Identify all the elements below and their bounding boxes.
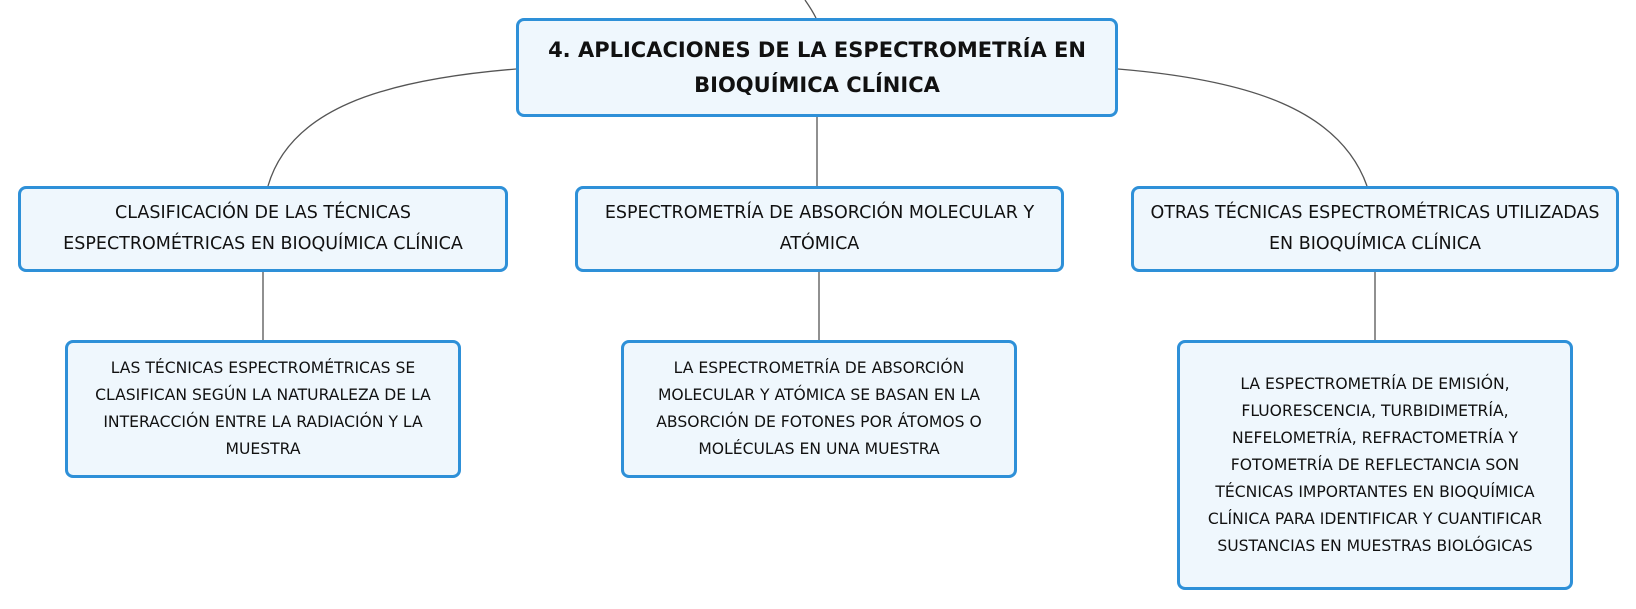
- root-topic-label: 4. APLICACIONES DE LA ESPECTROMETRÍA EN BIOQUÍMICA CLÍNICA: [548, 37, 1086, 97]
- subtopic-clasificacion-text: LAS TÉCNICAS ESPECTROMÉTRICAS SE CLASIFICAN SEGÚN LA NATURALEZA DE LA INTERACCIÓN ENTRE LA RADIACIÓN Y LA MUESTRA: [95, 359, 431, 458]
- connector-root-to-branch-1: [268, 69, 516, 186]
- subtopic-otras-tecnicas-text: LA ESPECTROMETRÍA DE EMISIÓN, FLUORESCENCIA, TURBIDIMETRÍA, NEFELOMETRÍA, REFRACTOMETRÍA Y FOTOMETRÍA DE REFLECTANCIA SON TÉCNICAS IMPORTANTES EN BIOQUÍMICA CLÍNICA PARA IDENTIFICAR Y CUANTIFICAR SUSTANCIAS EN MUESTRAS BIOLÓGICAS: [1207, 374, 1543, 555]
- topic-clasificacion[interactable]: [18, 186, 508, 272]
- topic-clasificacion-label: CLASIFICACIÓN DE LAS TÉCNICAS ESPECTROMÉTRICAS EN BIOQUÍMICA CLÍNICA: [63, 203, 463, 254]
- topic-otras-tecnicas[interactable]: [1131, 186, 1619, 272]
- subtopic-otras-tecnicas[interactable]: [1177, 340, 1573, 590]
- connector-root-to-branch-3: [1118, 69, 1367, 186]
- topic-otras-tecnicas-label: OTRAS TÉCNICAS ESPECTROMÉTRICAS UTILIZADAS EN BIOQUÍMICA CLÍNICA: [1150, 203, 1600, 254]
- subtopic-absorcion[interactable]: [621, 340, 1017, 478]
- topic-absorcion-label: ESPECTROMETRÍA DE ABSORCIÓN MOLECULAR Y ATÓMICA: [604, 203, 1035, 254]
- subtopic-absorcion-text: LA ESPECTROMETRÍA DE ABSORCIÓN MOLECULAR Y ATÓMICA SE BASAN EN LA ABSORCIÓN DE FOTONES POR ÁTOMOS O MOLÉCULAS EN UNA MUESTRA: [656, 359, 982, 458]
- topic-absorcion[interactable]: [575, 186, 1064, 272]
- subtopic-clasificacion[interactable]: [65, 340, 461, 478]
- connector-parent-to-root: [805, 0, 816, 18]
- root-topic[interactable]: [516, 18, 1118, 117]
